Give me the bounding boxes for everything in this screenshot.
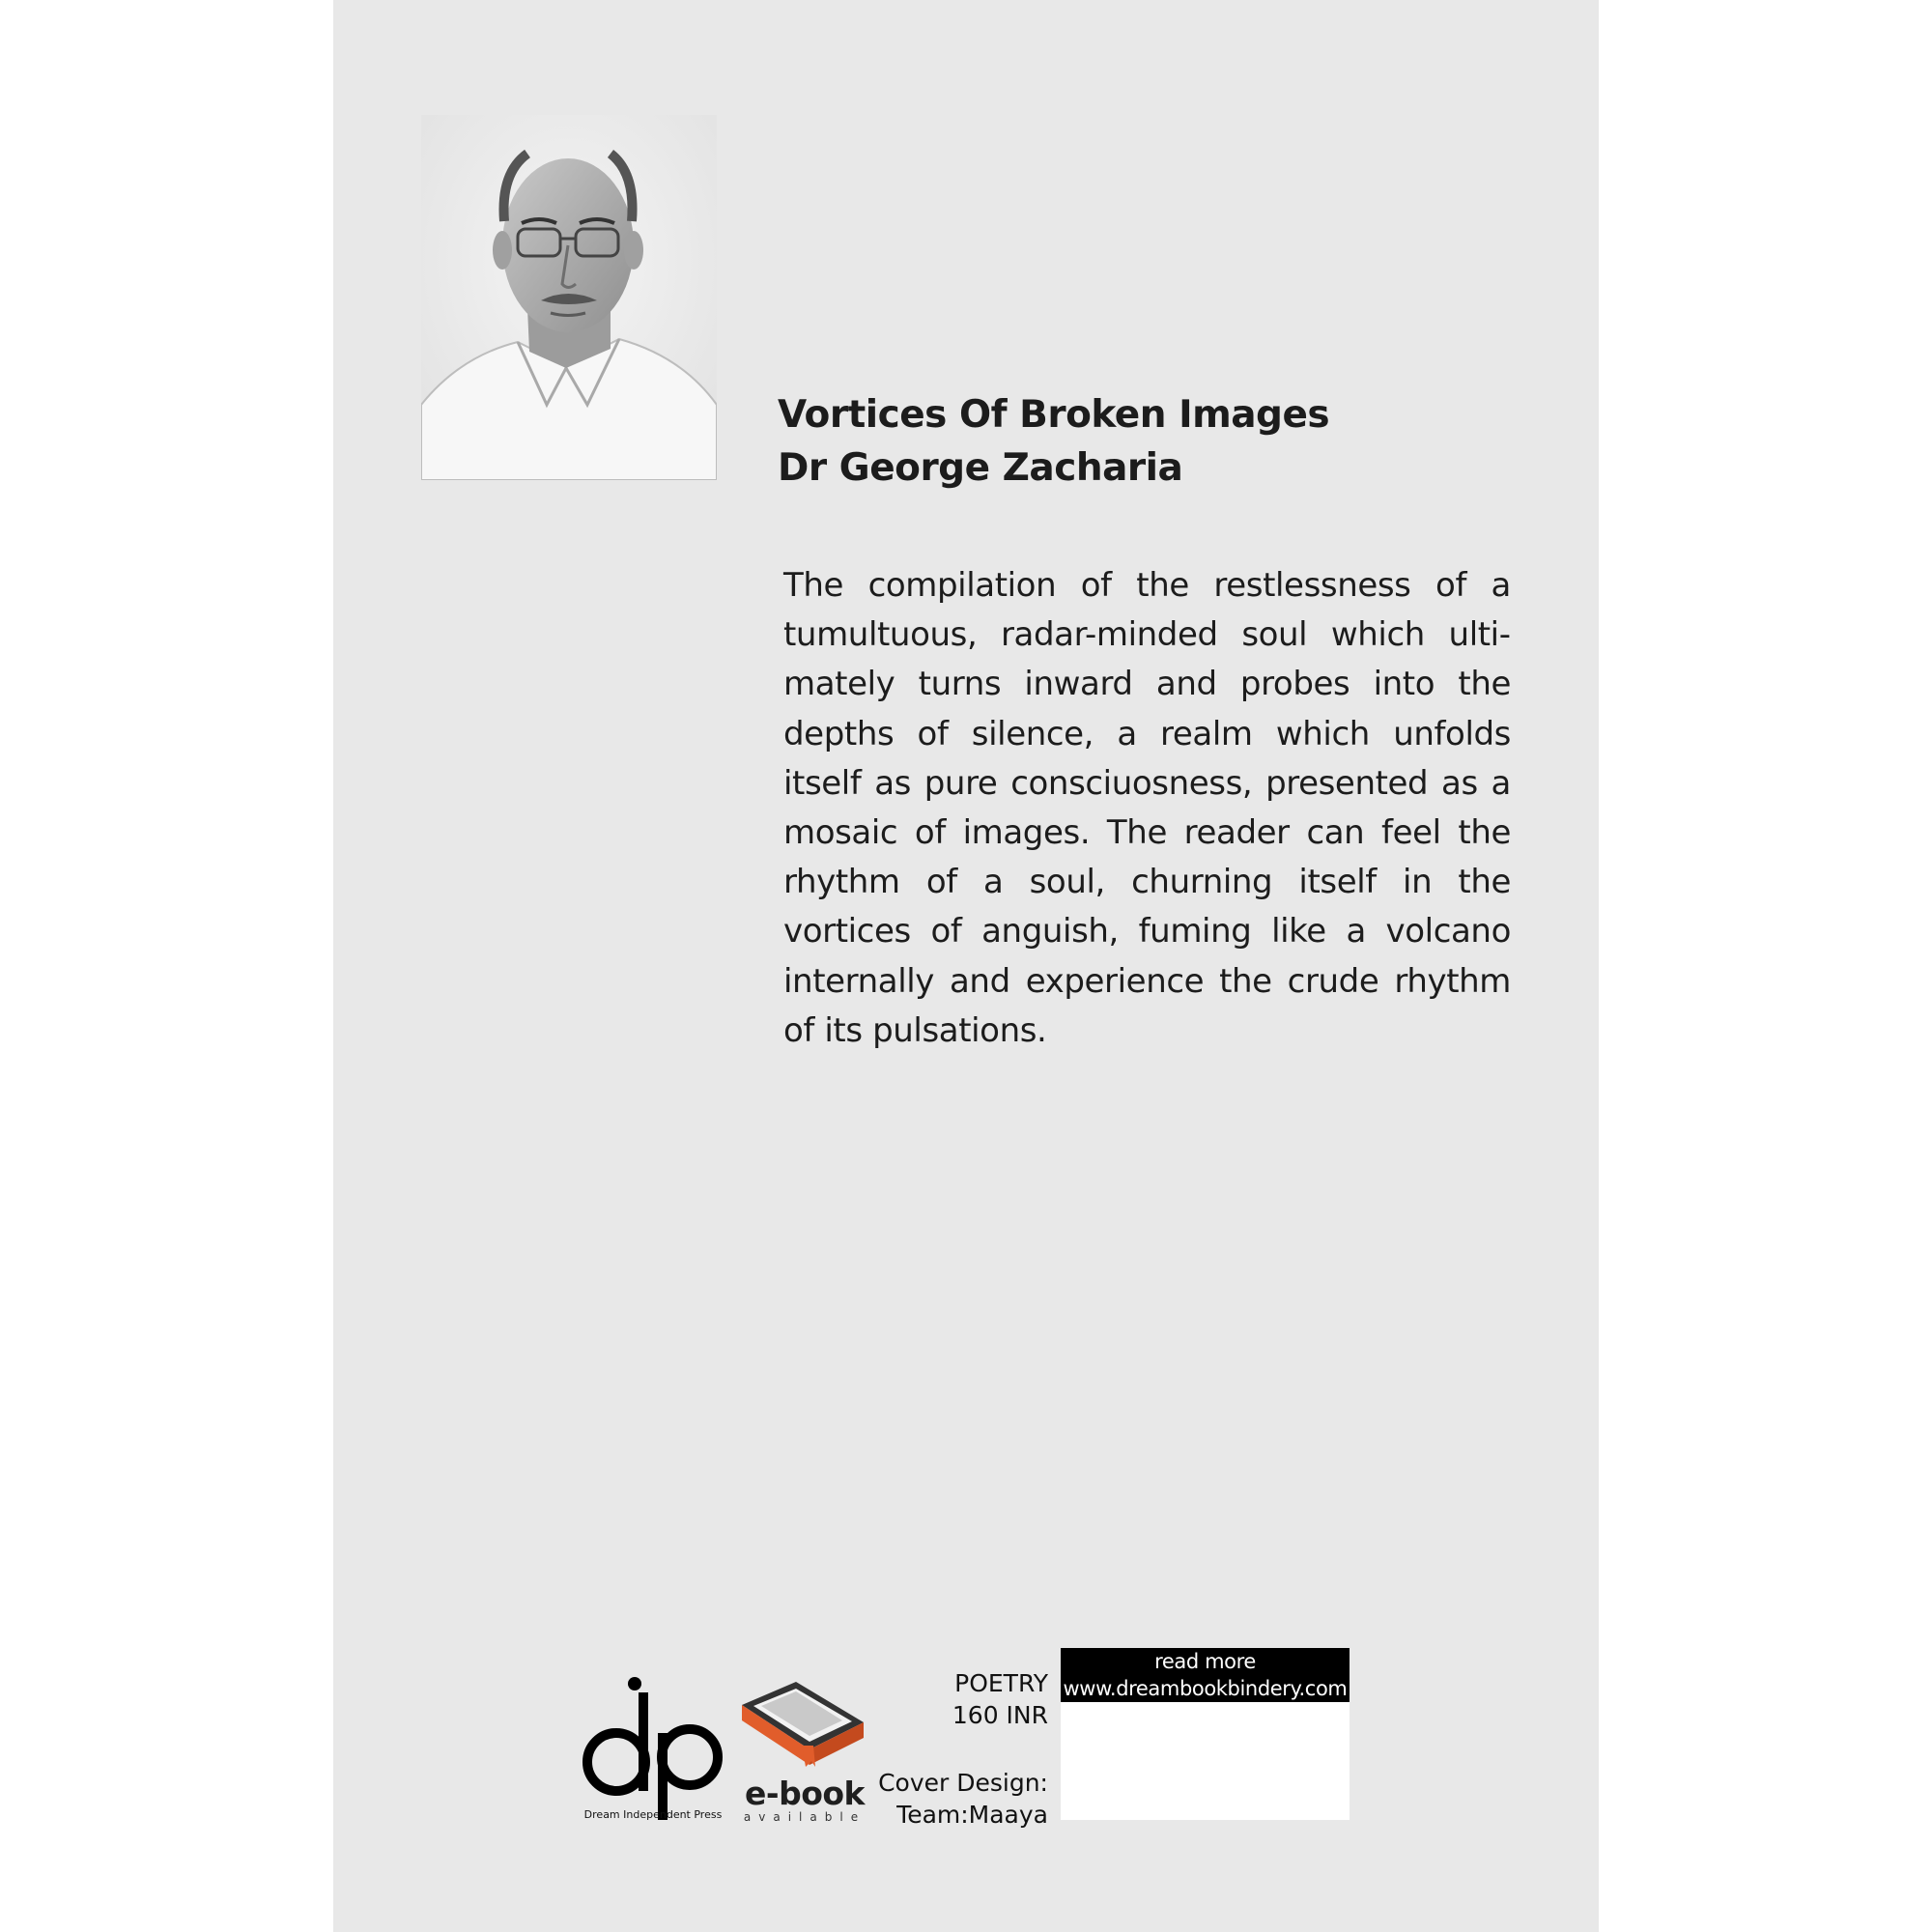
price-label: 160 INR bbox=[952, 1701, 1048, 1729]
read-more-banner bbox=[1061, 1648, 1350, 1702]
publisher-name: Dream Independent Press bbox=[583, 1808, 723, 1821]
cover-design-label: Cover Design: bbox=[878, 1769, 1048, 1797]
author-name: Dr George Zacharia bbox=[778, 446, 1183, 490]
title-block bbox=[778, 388, 1329, 495]
blurb-text: The compilation of the restlessness of a tumultuous, radar-minded soul which ultimately turns inward and probes into the depths of silence, a realm which unfolds itself as pure consciuosness, presented as a mosaic of images. The reader can feel the rhythm of a soul, churning itself in the vortices of anguish, fuming like a volcano internally and experience the crude rhythm of its pulsations. bbox=[783, 566, 1511, 1050]
book-title: Vortices Of Broken Images bbox=[778, 393, 1330, 437]
ebook-label: e-book bbox=[745, 1775, 865, 1812]
author-photo bbox=[421, 115, 717, 480]
author-portrait-image bbox=[421, 115, 717, 480]
book-meta bbox=[869, 1667, 1048, 1731]
cover-credit bbox=[869, 1767, 1048, 1831]
website-link[interactable]: www.dreambookbindery.com bbox=[1063, 1677, 1348, 1700]
cover-design-team: Team:Maaya bbox=[896, 1801, 1048, 1829]
djp-logo bbox=[582, 1675, 726, 1820]
read-more-label: read more bbox=[1154, 1650, 1256, 1673]
ebook-icon bbox=[738, 1676, 867, 1773]
genre-label: POETRY bbox=[954, 1669, 1048, 1697]
ebook-sublabel: available bbox=[743, 1810, 867, 1824]
barcode-area bbox=[1061, 1648, 1350, 1820]
